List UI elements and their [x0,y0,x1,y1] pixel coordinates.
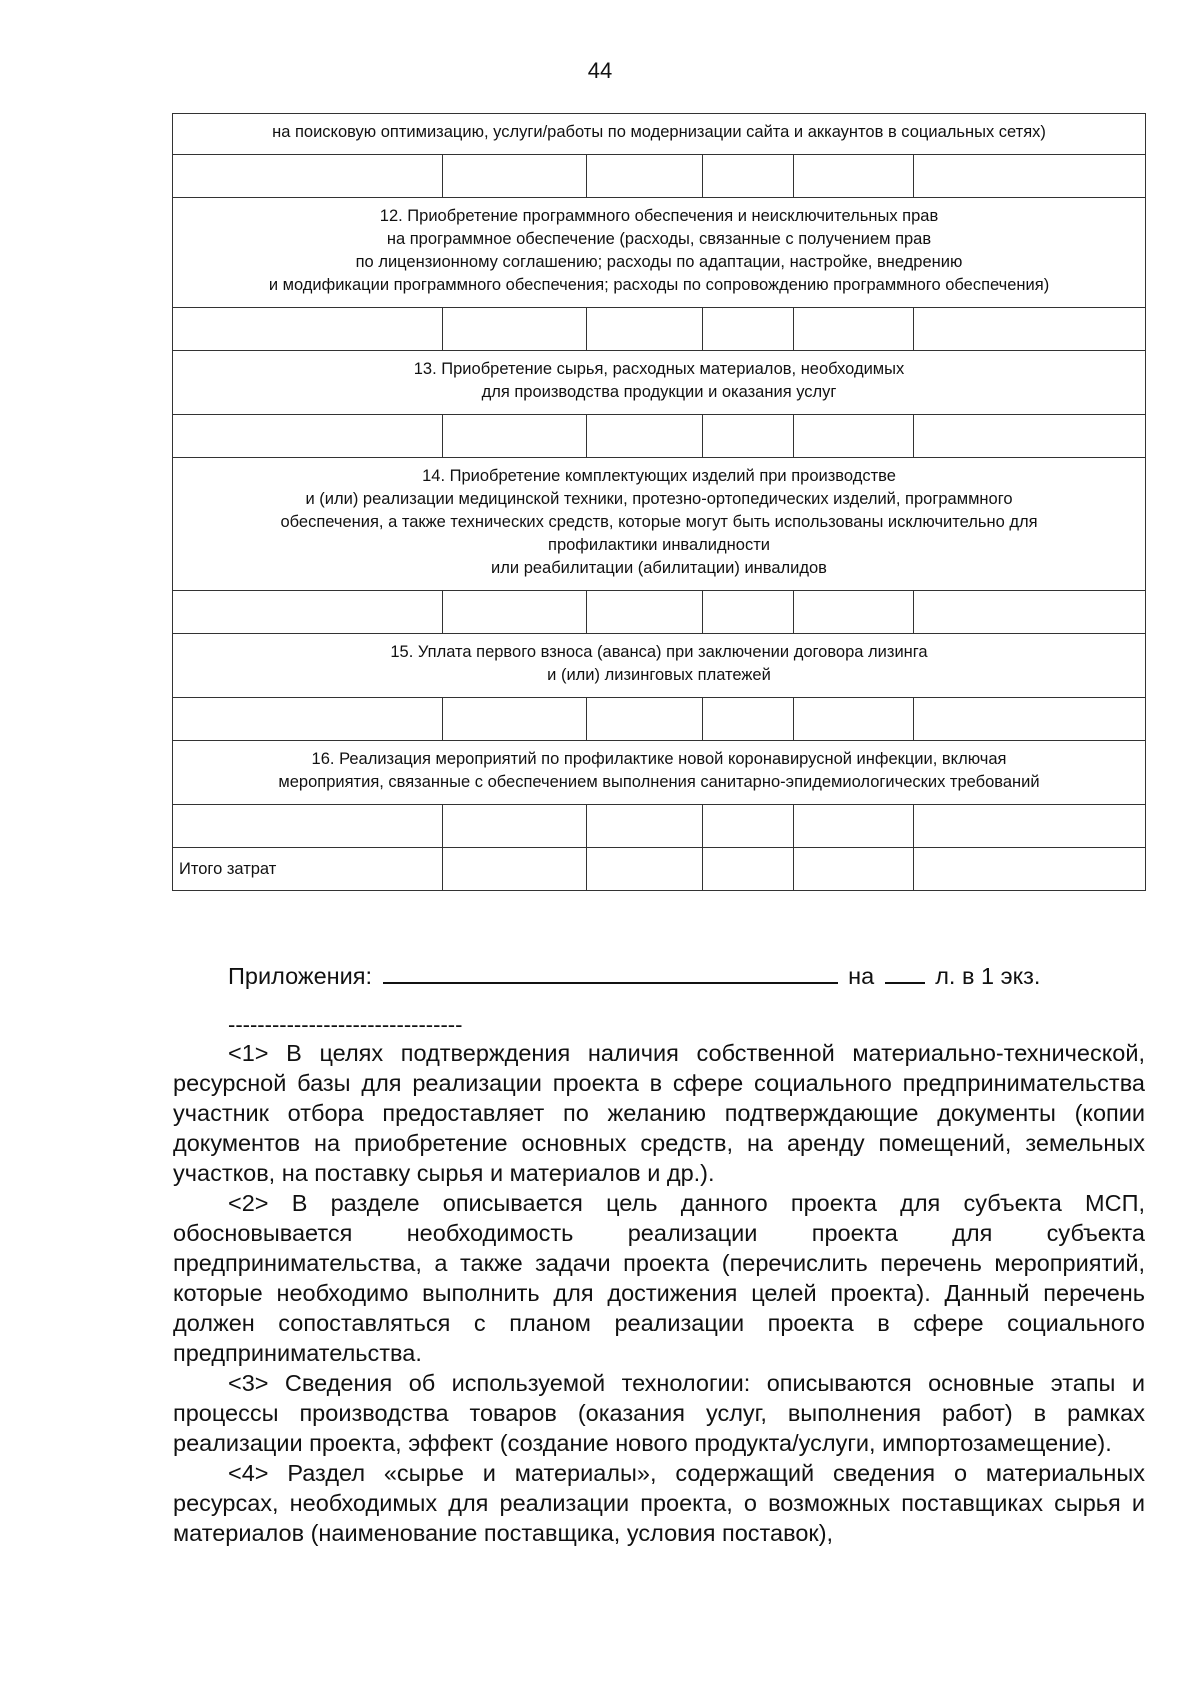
empty-row [173,805,1146,848]
section-header-line: 14. Приобретение комплектующих изделий при производстве [422,467,896,485]
expense-table [172,113,1146,891]
footnotes [173,1038,1145,1548]
appendix-on: на [848,963,875,989]
table-cell[interactable] [703,848,794,891]
footnote-3: <3> Сведения об используемой технологии: описываются основные этапы и процессы производства товаров (оказания услуг, выполнения работ) в рамках реализации проекта, эффект (создание нового продукта/услуги, импортозамещение). [173,1370,1145,1456]
table-cell[interactable] [443,415,587,458]
section-header-line: для производства продукции и оказания услуг [481,383,837,401]
table-cell[interactable] [794,308,914,351]
section-header-line: по лицензионному соглашению; расходы по адаптации, настройке, внедрению [355,253,963,271]
empty-row [173,698,1146,741]
section-header-row [173,198,1146,308]
section-header-row [173,458,1146,591]
section-header [173,351,1146,415]
section-header-row [173,741,1146,805]
section-header-row [173,114,1146,155]
section-header-line: 15. Уплата первого взноса (аванса) при заключении договора лизинга [390,643,928,661]
table-cell[interactable] [914,308,1146,351]
table-cell[interactable] [914,848,1146,891]
table-cell[interactable] [587,591,703,634]
table-cell[interactable] [443,591,587,634]
section-header [173,634,1146,698]
table-cell[interactable] [587,805,703,848]
table-cell[interactable] [914,415,1146,458]
section-header-line: профилактики инвалидности [548,536,770,554]
total-row [173,848,1146,891]
section-header-row [173,351,1146,415]
table-cell[interactable] [794,155,914,198]
section-header-line: и модификации программного обеспечения; расходы по сопровождению программного обеспечения) [268,276,1050,294]
footnote-4: <4> Раздел «сырье и материалы», содержащий сведения о материальных ресурсах, необходимых для реализации проекта, о возможных поставщиках сырья и материалов (наименование поставщика, условия поставок), [173,1460,1145,1546]
empty-row [173,155,1146,198]
section-header-row [173,634,1146,698]
table-cell[interactable] [587,698,703,741]
table-cell[interactable] [914,591,1146,634]
table-cell[interactable] [443,848,587,891]
section-header-line: и (или) реализации медицинской техники, протезно-ортопедических изделий, программного [305,490,1013,508]
appendix-label: Приложения: [228,963,373,989]
section-header-line: 13. Приобретение сырья, расходных материалов, необходимых [413,360,905,378]
table-cell[interactable] [173,415,443,458]
table-cell[interactable] [794,591,914,634]
appendix-name-blank[interactable] [383,960,838,984]
section-header-line: 12. Приобретение программного обеспечения и неисключительных прав [379,207,939,225]
table-cell[interactable] [703,308,794,351]
footnote-separator: -------------------------------- [228,1012,463,1037]
table-cell[interactable] [794,848,914,891]
table-cell[interactable] [587,155,703,198]
table-cell[interactable] [443,698,587,741]
table-cell[interactable] [173,591,443,634]
section-header [173,198,1146,308]
appendix-suffix: л. в 1 экз. [935,963,1041,989]
appendix-pages-blank[interactable] [885,960,925,984]
table-cell[interactable] [443,805,587,848]
table-cell[interactable] [914,155,1146,198]
appendix-line [228,960,1040,990]
section-header [173,458,1146,591]
empty-row [173,415,1146,458]
section-header-line: на поисковую оптимизацию, услуги/работы по модернизации сайта и аккаунтов в социальных сетях) [272,123,1046,141]
table-cell[interactable] [173,805,443,848]
table-cell[interactable] [173,698,443,741]
footnote-1: <1> В целях подтверждения наличия собственной материально-технической, ресурсной базы для реализации проекта в сфере социального предпринимательства участник отбора предоставляет по желанию подтверждающие документы (копии документов на приобретение основных средств, на аренду помещений, земельных участков, на поставку сырья и материалов и др.). [173,1040,1145,1186]
table-cell[interactable] [703,591,794,634]
table-cell[interactable] [173,155,443,198]
footnote-2: <2> В разделе описывается цель данного проекта для субъекта МСП, обосновывается необходимость реализации проекта для субъекта предпринимательства, а также задачи проекта (перечислить перечень мероприятий, которые необходимо выполнить для достижения целей проекта). Данный перечень должен сопоставляться с планом реализации проекта в сфере социального предпринимательства. [173,1190,1145,1366]
section-header-line: 16. Реализация мероприятий по профилактике новой коронавирусной инфекции, включая [311,750,1007,768]
table-cell[interactable] [587,415,703,458]
section-header-line: на программное обеспечение (расходы, связанные с получением прав [386,230,932,248]
empty-row [173,591,1146,634]
table-cell[interactable] [587,308,703,351]
table-cell[interactable] [587,848,703,891]
section-header-line: обеспечения, а также технических средств, которые могут быть использованы исключительно для [280,513,1038,531]
section-header-line: или реабилитации (абилитации) инвалидов [491,559,827,577]
table-cell[interactable] [703,805,794,848]
table-cell[interactable] [703,155,794,198]
table-cell[interactable] [443,155,587,198]
table-cell[interactable] [443,308,587,351]
table-cell[interactable] [703,698,794,741]
table-cell[interactable] [703,415,794,458]
table-cell[interactable] [914,805,1146,848]
empty-row [173,308,1146,351]
table-cell[interactable] [914,698,1146,741]
table-cell[interactable] [794,805,914,848]
page-number: 44 [587,58,613,83]
section-header [173,114,1146,155]
section-header-line: мероприятия, связанные с обеспечением выполнения санитарно-эпидемиологических требований [278,773,1040,791]
total-label: Итого затрат [173,848,443,891]
table-cell[interactable] [173,308,443,351]
table-cell[interactable] [794,415,914,458]
table-cell[interactable] [794,698,914,741]
section-header [173,741,1146,805]
section-header-line: и (или) лизинговых платежей [547,666,771,684]
